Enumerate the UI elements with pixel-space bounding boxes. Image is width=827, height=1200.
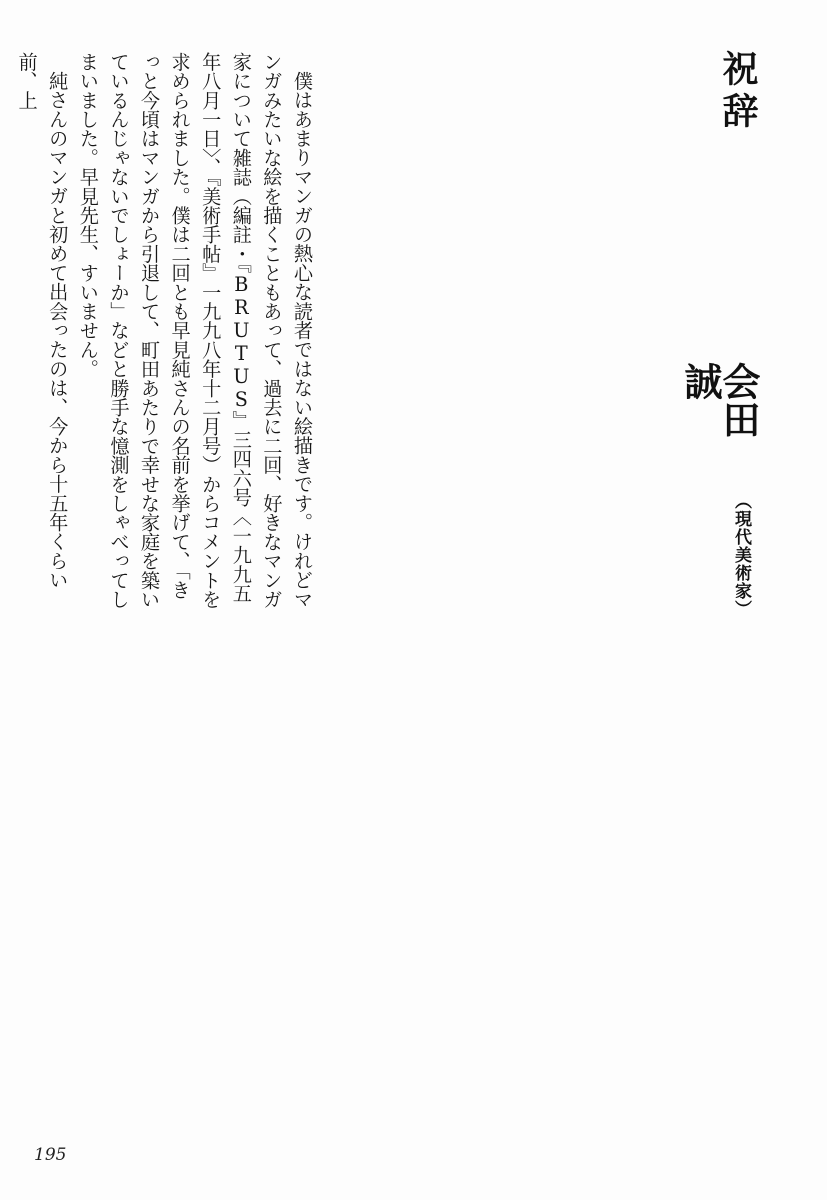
page-number: 195 (34, 1145, 67, 1165)
author-affiliation: （現代美術家） (731, 492, 751, 618)
author-name: 会田 誠 (678, 362, 760, 438)
body-paragraph-2: 純さんのマンガと初めて出会ったのは、今から十五年くらい前、上 (15, 52, 70, 590)
body-paragraph-1: 僕はあまりマンガの熱心な読者ではない絵描きです。けれどマンガみたいな絵を描くこともあって、過去に二回、好きなマンガ家について雑誌（編註・『BRUTUS』三四六号〈一九九五年八月一日〉、『美術手帖』一九九八年十二月号）からコメントを求められました。僕は二回とも早見純さんの名前を挙げて、「きっと今頃はマンガから引退して、町田あたりで幸せな家庭を築いているんじゃないでしょーか」などと勝手な憶測をしゃべってしまいました。早見先生、すいません。 (76, 52, 314, 609)
body-text (11, 52, 317, 612)
article-title: 祝辞 (717, 50, 758, 134)
